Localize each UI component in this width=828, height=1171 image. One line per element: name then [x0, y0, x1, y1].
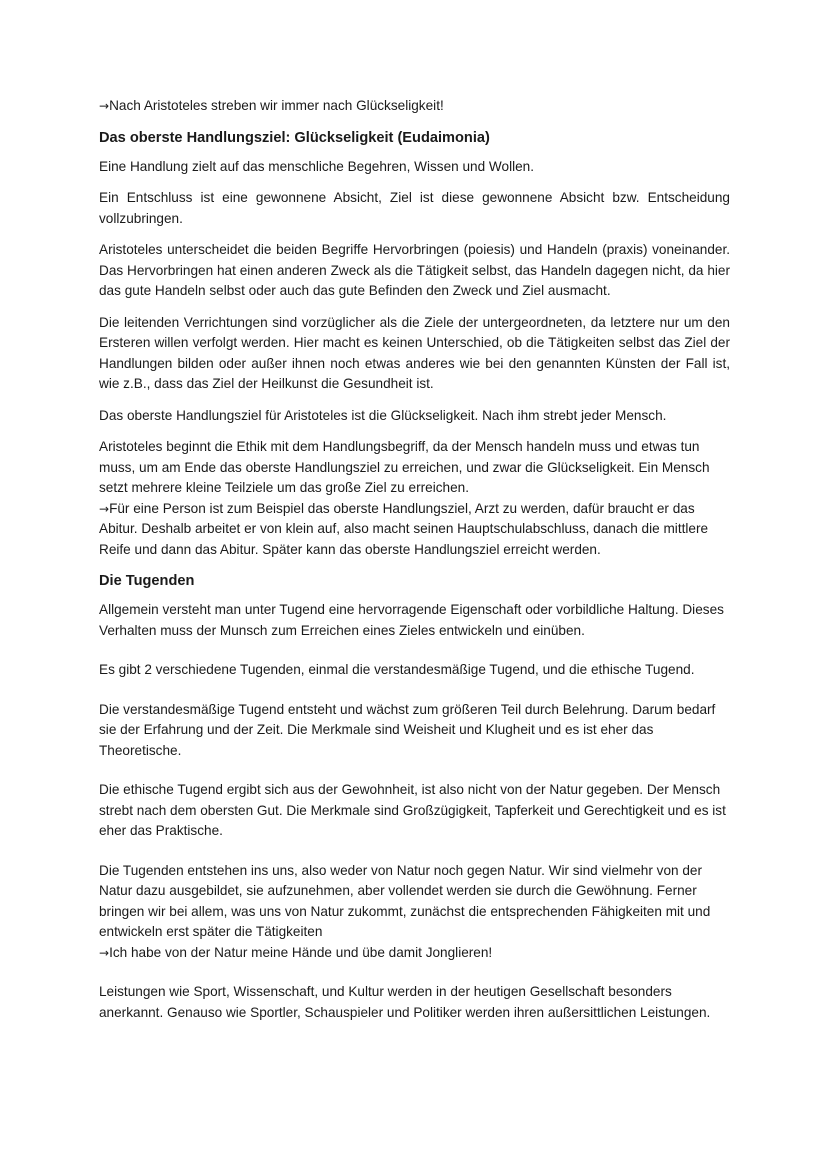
intro-text: Nach Aristoteles streben wir immer nach Glückseligkeit!	[109, 98, 444, 113]
paragraph: Die leitenden Verrichtungen sind vorzüglicher als die Ziele der untergeordneten, da letztere nur um den Ersteren willen verfolgt werden. Hier macht es keinen Unterschied, ob die Tätigkeiten selbst das Ziel der Handlungen bilden oder außer ihnen noch etwas anderes wie bei den genannten Künsten der Fall ist, wie z.B., dass das Ziel der Heilkunst die Gesundheit ist.	[99, 314, 730, 391]
arrow-right-icon: →	[99, 945, 110, 960]
arrow-right-icon: →	[99, 99, 110, 113]
document-page	[99, 96, 730, 1034]
paragraph: Leistungen wie Sport, Wissenschaft, und Kultur werden in der heutigen Gesellschaft besonders anerkannt. Genauso wie Sportler, Schauspieler und Politiker werden ihren außersittlichen Leistungen.	[99, 984, 711, 1020]
paragraph-text: Aristoteles beginnt die Ethik mit dem Handlungsbegriff, da der Mensch handeln muss und etwas tun muss, um am Ende das oberste Handlungsziel zu erreichen, und zwar die Glückseligkeit. Ein Mensch setzt mehrere kleine Teilziele um das große Ziel zu erreichen.	[99, 439, 710, 495]
section-heading-tugenden: Die Tugenden	[99, 573, 195, 589]
arrow-right-icon: →	[99, 501, 110, 516]
paragraph: Die verstandesmäßige Tugend entsteht und wächst zum größeren Teil durch Belehrung. Darum bedarf sie der Erfahrung und der Zeit. Die Merkmale sind Weisheit und Klugheit und es ist eher das Theoretische.	[99, 701, 716, 758]
paragraph-with-example	[99, 861, 730, 964]
intro-line	[99, 96, 730, 117]
paragraph: Aristoteles unterscheidet die beiden Begriffe Hervorbringen (poiesis) und Handeln (praxis) voneinander. Das Hervorbringen hat einen anderen Zweck als die Tätigkeit selbst, das Handeln dagegen nicht, da hier das gute Handeln selbst oder auch das gute Befinden den Zweck und Ziel ausmacht.	[99, 242, 730, 298]
example-text: Für eine Person ist zum Beispiel das oberste Handlungsziel, Arzt zu werden, dafür braucht er das Abitur. Deshalb arbeitet er von klein auf, also macht seinen Hauptschulabschluss, danach die mittlere Reife und dann das Abitur. Später kann das oberste Handlungsziel erreicht werden.	[99, 500, 709, 557]
example-text: Ich habe von der Natur meine Hände und übe damit Jonglieren!	[109, 944, 493, 960]
paragraph: Die ethische Tugend ergibt sich aus der Gewohnheit, ist also nicht von der Natur gegeben. Der Mensch strebt nach dem obersten Gut. Die Merkmale sind Großzügigkeit, Tapferkeit und Gerechtigkeit und es ist eher das Praktische.	[99, 782, 726, 838]
paragraph: Eine Handlung zielt auf das menschliche Begehren, Wissen und Wollen.	[99, 158, 534, 174]
paragraph: Allgemein versteht man unter Tugend eine hervorragende Eigenschaft oder vorbildliche Haltung. Dieses Verhalten muss der Munsch zum Erreichen eines Zieles entwickeln und einüben.	[99, 602, 724, 638]
paragraph: Ein Entschluss ist eine gewonnene Absicht, Ziel ist diese gewonnene Absicht bzw. Entscheidung vollzubringen.	[99, 190, 730, 226]
paragraph: Das oberste Handlungsziel für Aristoteles ist die Glückseligkeit. Nach ihm strebt jeder Mensch.	[99, 407, 667, 423]
paragraph: Es gibt 2 verschiedene Tugenden, einmal die verstandesmäßige Tugend, und die ethische Tugend.	[99, 662, 695, 677]
paragraph-with-example	[99, 437, 730, 560]
paragraph-text: Die Tugenden entstehen ins uns, also weder von Natur noch gegen Natur. Wir sind vielmehr von der Natur dazu ausgebildet, sie aufzunehmen, aber vollendet werden sie durch die Gewöhnung. Ferner bringen wir bei allem, was uns von Natur zukommt, zunächst die entsprechenden Fähigkeiten mit und entwickeln erst später die Tätigkeiten	[99, 862, 711, 939]
section-heading-eudaimonia: Das oberste Handlungsziel: Glückseligkeit (Eudaimonia)	[99, 129, 490, 146]
